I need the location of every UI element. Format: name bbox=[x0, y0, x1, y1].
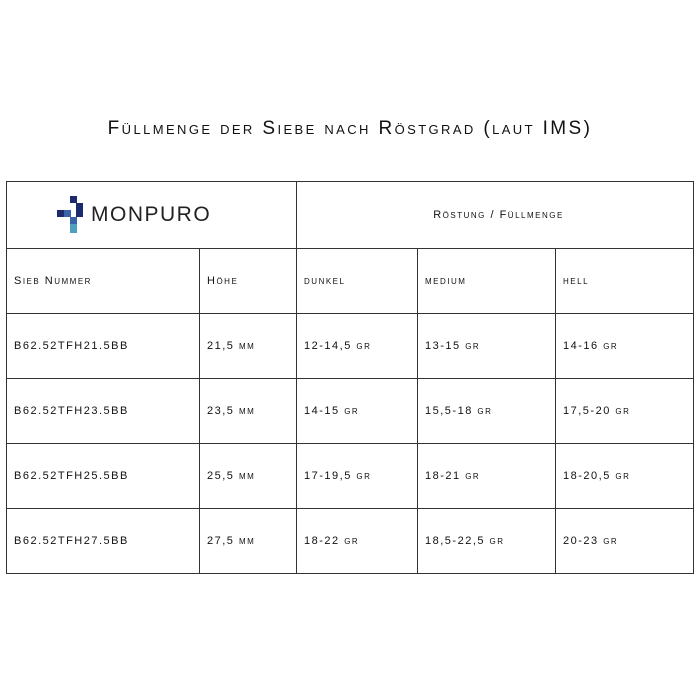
column-header-dunkel: dunkel bbox=[297, 249, 418, 314]
column-header-sieb: Sieb Nummer bbox=[7, 249, 200, 314]
table-row bbox=[7, 379, 694, 444]
cell-hell: 17,5-20 gr bbox=[556, 379, 694, 444]
table-row bbox=[7, 509, 694, 574]
cell-medium: 18,5-22,5 gr bbox=[418, 509, 556, 574]
brand-name: MONPURO bbox=[91, 203, 212, 226]
column-header-hell: hell bbox=[556, 249, 694, 314]
logo-cell bbox=[7, 182, 297, 249]
table-row bbox=[7, 314, 694, 379]
table-row bbox=[7, 444, 694, 509]
page-title: Füllmenge der Siebe nach Röstgrad (laut IMS) bbox=[107, 118, 593, 139]
cell-sieb: B62.52TFH27.5BB bbox=[7, 509, 200, 574]
cell-medium: 13-15 gr bbox=[418, 314, 556, 379]
fill-quantity-table bbox=[6, 181, 694, 574]
cell-dunkel: 18-22 gr bbox=[297, 509, 418, 574]
cell-sieb: B62.52TFH23.5BB bbox=[7, 379, 200, 444]
cell-hell: 20-23 gr bbox=[556, 509, 694, 574]
cell-hoehe: 25,5 mm bbox=[200, 444, 297, 509]
brand-logo bbox=[14, 196, 296, 234]
cell-hoehe: 27,5 mm bbox=[200, 509, 297, 574]
cell-dunkel: 17-19,5 gr bbox=[297, 444, 418, 509]
monpuro-pixel-logo-icon bbox=[57, 196, 83, 234]
cell-sieb: B62.52TFH25.5BB bbox=[7, 444, 200, 509]
cell-hoehe: 23,5 mm bbox=[200, 379, 297, 444]
roast-level-group-header: Röstung / Füllmenge bbox=[297, 182, 694, 249]
cell-sieb: B62.52TFH21.5BB bbox=[7, 314, 200, 379]
column-header-row bbox=[7, 249, 694, 314]
column-header-hoehe: Höhe bbox=[200, 249, 297, 314]
cell-hell: 18-20,5 gr bbox=[556, 444, 694, 509]
cell-dunkel: 14-15 gr bbox=[297, 379, 418, 444]
table-header-row bbox=[7, 182, 694, 249]
cell-dunkel: 12-14,5 gr bbox=[297, 314, 418, 379]
column-header-medium: medium bbox=[418, 249, 556, 314]
cell-medium: 18-21 gr bbox=[418, 444, 556, 509]
cell-hoehe: 21,5 mm bbox=[200, 314, 297, 379]
cell-hell: 14-16 gr bbox=[556, 314, 694, 379]
cell-medium: 15,5-18 gr bbox=[418, 379, 556, 444]
